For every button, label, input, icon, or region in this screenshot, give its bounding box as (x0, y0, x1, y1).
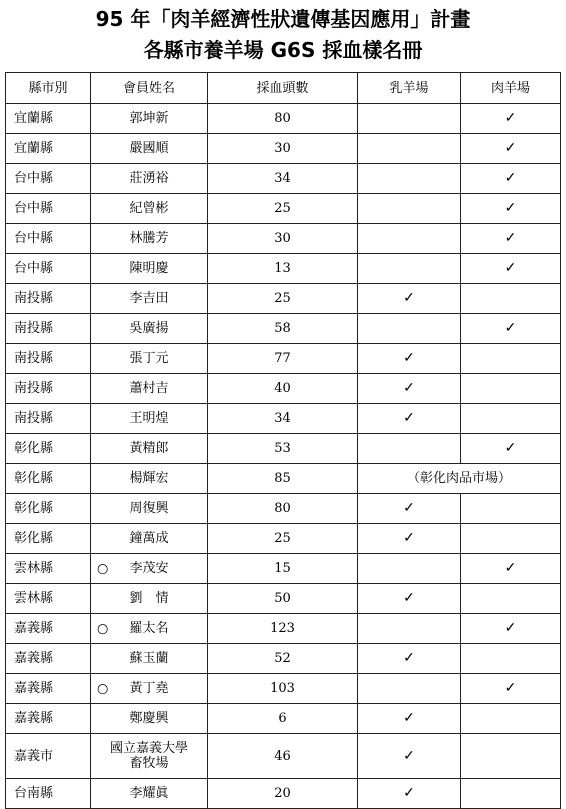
table-row (6, 164, 561, 194)
county-cell: 嘉義縣 (6, 704, 91, 734)
table-row (6, 224, 561, 254)
member-name-cell (91, 104, 208, 134)
meat-farm-cell (461, 704, 561, 734)
meat-farm-cell (461, 524, 561, 554)
blood-count-cell: 40 (208, 374, 358, 404)
blood-count-cell: 46 (208, 734, 358, 779)
dairy-farm-cell (358, 434, 461, 464)
county-cell: 台中縣 (6, 164, 91, 194)
dairy-farm-cell: ✓ (358, 524, 461, 554)
member-name-cell (91, 134, 208, 164)
member-name-cell (91, 254, 208, 284)
county-cell: 彰化縣 (6, 524, 91, 554)
table-row (6, 254, 561, 284)
header-member-name: 會員姓名 (91, 73, 208, 104)
member-name: 周復興 (129, 501, 169, 516)
table-row (6, 494, 561, 524)
blood-count-cell: 58 (208, 314, 358, 344)
circle-mark-icon: ○ (97, 621, 109, 636)
member-name-cell (91, 404, 208, 434)
meat-farm-cell (461, 779, 561, 809)
meat-farm-cell: ✓ (461, 314, 561, 344)
blood-count-cell: 25 (208, 194, 358, 224)
county-cell: 宜蘭縣 (6, 134, 91, 164)
member-name: 鐘萬成 (129, 531, 169, 546)
header-county: 縣市別 (6, 73, 91, 104)
member-name-cell (91, 704, 208, 734)
member-name: 郭坤新 (129, 111, 169, 126)
county-cell: 彰化縣 (6, 434, 91, 464)
member-name: 李茂安 (129, 561, 169, 576)
dairy-farm-cell: ✓ (358, 344, 461, 374)
meat-farm-cell: ✓ (461, 434, 561, 464)
member-name: 羅太名 (129, 621, 169, 636)
document-title: 95 年「肉羊經濟性狀遺傳基因應用」計畫 (95, 7, 471, 31)
dairy-farm-cell (358, 674, 461, 704)
blood-count-cell: 80 (208, 104, 358, 134)
county-cell: 台南縣 (6, 779, 91, 809)
county-cell: 南投縣 (6, 284, 91, 314)
member-name-multiline (110, 741, 188, 771)
blood-count-cell: 123 (208, 614, 358, 644)
dairy-farm-cell: ✓ (358, 284, 461, 314)
member-name: 黃精郎 (129, 441, 169, 456)
county-cell: 彰化縣 (6, 494, 91, 524)
member-name-cell (91, 464, 208, 494)
member-name: 嚴國順 (129, 141, 169, 156)
dairy-farm-cell: ✓ (358, 704, 461, 734)
meat-farm-cell: ✓ (461, 194, 561, 224)
table-row (6, 464, 561, 494)
dairy-farm-cell (358, 224, 461, 254)
county-cell: 雲林縣 (6, 554, 91, 584)
meat-farm-cell: ✓ (461, 164, 561, 194)
member-name-cell (91, 284, 208, 314)
dairy-farm-cell (358, 254, 461, 284)
blood-count-cell: 80 (208, 494, 358, 524)
table-row (6, 104, 561, 134)
county-cell: 嘉義縣 (6, 644, 91, 674)
blood-count-cell: 50 (208, 584, 358, 614)
member-name: 劉 情 (129, 591, 169, 606)
blood-count-cell: 52 (208, 644, 358, 674)
header-meat-farm: 肉羊場 (461, 73, 561, 104)
member-name: 鄭慶興 (129, 711, 169, 726)
member-name: 莊湧裕 (129, 171, 169, 186)
table-row (6, 314, 561, 344)
dairy-farm-cell: ✓ (358, 584, 461, 614)
county-cell: 台中縣 (6, 254, 91, 284)
member-name-cell (91, 344, 208, 374)
member-name: 李吉田 (129, 291, 169, 306)
member-name-cell (91, 374, 208, 404)
dairy-farm-cell: ✓ (358, 779, 461, 809)
blood-count-cell: 85 (208, 464, 358, 494)
meat-farm-cell (461, 374, 561, 404)
blood-count-cell: 6 (208, 704, 358, 734)
table-row (6, 434, 561, 464)
table-row (6, 674, 561, 704)
blood-count-cell: 103 (208, 674, 358, 704)
member-name-cell (91, 554, 208, 584)
blood-count-cell: 53 (208, 434, 358, 464)
member-name-cell (91, 194, 208, 224)
blood-count-cell: 30 (208, 224, 358, 254)
county-cell: 雲林縣 (6, 584, 91, 614)
table-row (6, 134, 561, 164)
member-name-cell (91, 314, 208, 344)
table-body (6, 104, 561, 809)
blood-count-cell: 77 (208, 344, 358, 374)
table-row (6, 644, 561, 674)
member-name-cell (91, 164, 208, 194)
member-name-cell (91, 734, 208, 779)
table-row (6, 524, 561, 554)
dairy-farm-cell (358, 104, 461, 134)
meat-farm-cell (461, 404, 561, 434)
county-cell: 彰化縣 (6, 464, 91, 494)
blood-count-cell: 20 (208, 779, 358, 809)
county-cell: 嘉義縣 (6, 674, 91, 704)
meat-farm-cell (461, 734, 561, 779)
meat-farm-cell (461, 494, 561, 524)
member-name: 陳明慶 (129, 261, 169, 276)
table-row (6, 779, 561, 809)
member-name-cell (91, 524, 208, 554)
member-name: 張丁元 (129, 351, 169, 366)
table-row (6, 554, 561, 584)
member-name-cell (91, 584, 208, 614)
table-row (6, 344, 561, 374)
member-name-cell (91, 644, 208, 674)
dairy-farm-cell: ✓ (358, 494, 461, 524)
member-name: 紀曾彬 (129, 201, 169, 216)
blood-count-cell: 13 (208, 254, 358, 284)
meat-farm-cell: ✓ (461, 104, 561, 134)
meat-farm-cell: ✓ (461, 134, 561, 164)
table-row (6, 404, 561, 434)
blood-count-cell: 34 (208, 164, 358, 194)
dairy-farm-cell: ✓ (358, 734, 461, 779)
meat-farm-cell (461, 584, 561, 614)
member-name-line: 畜牧場 (129, 756, 169, 771)
dairy-farm-cell (358, 554, 461, 584)
member-name: 吳廣揚 (129, 321, 169, 336)
table-row (6, 284, 561, 314)
circle-mark-icon: ○ (97, 561, 109, 576)
county-cell: 南投縣 (6, 344, 91, 374)
meat-farm-cell (461, 284, 561, 314)
county-cell: 嘉義市 (6, 734, 91, 779)
dairy-farm-cell: ✓ (358, 404, 461, 434)
member-name: 王明煌 (129, 411, 169, 426)
member-name: 黃丁堯 (129, 681, 169, 696)
dairy-farm-cell (358, 134, 461, 164)
member-name-line: 國立嘉義大學 (109, 741, 188, 756)
dairy-farm-cell (358, 614, 461, 644)
member-name: 蕭村吉 (129, 381, 169, 396)
county-cell: 台中縣 (6, 194, 91, 224)
member-name: 林騰芳 (129, 231, 169, 246)
meat-farm-cell: ✓ (461, 224, 561, 254)
member-name: 蘇玉蘭 (129, 651, 169, 666)
document-subtitle: 各縣市養羊場 G6S 採血樣名冊 (143, 38, 423, 62)
meat-farm-cell (461, 644, 561, 674)
dairy-farm-cell (358, 164, 461, 194)
member-name: 李耀眞 (129, 786, 169, 801)
county-cell: 南投縣 (6, 374, 91, 404)
member-name-cell (91, 779, 208, 809)
county-cell: 嘉義縣 (6, 614, 91, 644)
blood-count-cell: 30 (208, 134, 358, 164)
county-cell: 宜蘭縣 (6, 104, 91, 134)
table-row (6, 584, 561, 614)
member-name-cell (91, 614, 208, 644)
meat-farm-cell (461, 344, 561, 374)
meat-farm-cell: ✓ (461, 674, 561, 704)
roster-table (5, 72, 561, 809)
blood-count-cell: 34 (208, 404, 358, 434)
blood-count-cell: 25 (208, 524, 358, 554)
dairy-farm-cell (358, 194, 461, 224)
meat-farm-cell: ✓ (461, 554, 561, 584)
member-name-cell (91, 494, 208, 524)
meat-farm-cell: ✓ (461, 254, 561, 284)
table-header-row (6, 73, 561, 104)
member-name: 楊輝宏 (129, 471, 169, 486)
dairy-farm-cell (358, 314, 461, 344)
county-cell: 台中縣 (6, 224, 91, 254)
dairy-farm-cell: ✓ (358, 374, 461, 404)
county-cell: 南投縣 (6, 404, 91, 434)
member-name-cell (91, 224, 208, 254)
meat-farm-cell: ✓ (461, 614, 561, 644)
table-row (6, 614, 561, 644)
table-row (6, 374, 561, 404)
blood-count-cell: 25 (208, 284, 358, 314)
county-cell: 南投縣 (6, 314, 91, 344)
member-name-cell (91, 434, 208, 464)
header-blood-count: 採血頭數 (208, 73, 358, 104)
table-row (6, 734, 561, 779)
farm-note-cell: （彰化肉品市場） (358, 464, 561, 494)
blood-count-cell: 15 (208, 554, 358, 584)
table-row (6, 194, 561, 224)
circle-mark-icon: ○ (97, 681, 109, 696)
header-dairy-farm: 乳羊場 (358, 73, 461, 104)
dairy-farm-cell: ✓ (358, 644, 461, 674)
member-name-cell (91, 674, 208, 704)
table-row (6, 704, 561, 734)
